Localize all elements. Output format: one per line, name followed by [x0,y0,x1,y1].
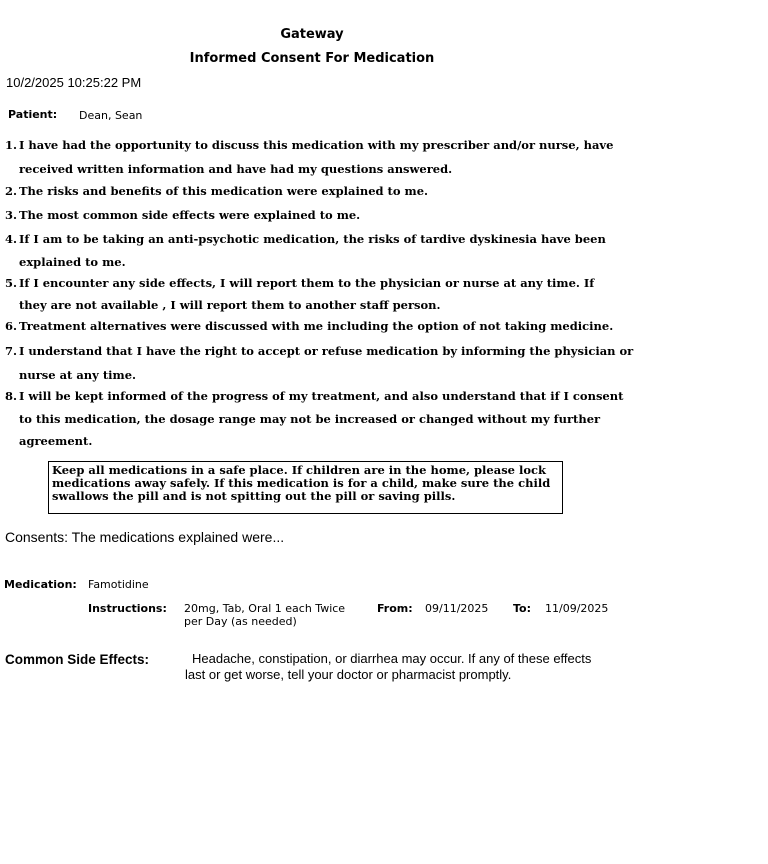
consent-item-3-number: 3. [5,208,18,222]
consent-item-7-number: 7. [5,344,18,358]
consent-item-2-number: 2. [5,184,18,198]
consent-item-6-number: 6. [5,319,18,333]
form-title: Informed Consent For Medication [189,51,435,66]
patient-name: Dean, Sean [79,109,143,122]
medication-label: Medication: [4,578,77,591]
safety-notice-line-3: swallows the pill and is not spitting out the pill or saving pills. [52,489,456,503]
safety-notice-box [48,461,563,514]
consent-item-1-line-2: received written information and have had my questions answered. [19,162,453,176]
consent-item-8-line-1: I will be kept informed of the progress of my treatment, and also understand that if I consent [19,389,624,403]
consent-item-1-number: 1. [5,138,18,152]
org-name: Gateway [280,27,344,42]
side-effects-label: Common Side Effects: [5,652,150,667]
instructions-label: Instructions: [88,602,167,615]
from-label: From: [377,602,413,615]
timestamp: 10/2/2025 10:25:22 PM [6,75,142,90]
consent-item-2-line-1: The risks and benefits of this medication were explained to me. [19,184,429,198]
consents-text: Consents: The medications explained were... [5,529,285,545]
consent-item-1-line-1: I have had the opportunity to discuss this medication with my prescriber and/or nurse, have [19,138,614,152]
to-label: To: [513,602,531,615]
consent-item-8-number: 8. [5,389,18,403]
instructions-line-1: 20mg, Tab, Oral 1 each Twice [184,602,346,615]
consent-item-4-line-1: If I am to be taking an anti-psychotic medication, the risks of tardive dyskinesia have been [19,232,606,246]
instructions-line-2: per Day (as needed) [184,615,297,628]
consent-item-8-line-2: to this medication, the dosage range may not be increased or changed without my further [19,412,601,426]
side-effects-line-2: last or get worse, tell your doctor or pharmacist promptly. [185,667,512,682]
safety-notice-line-1: Keep all medications in a safe place. If children are in the home, please lock [52,463,546,477]
consent-item-4-line-2: explained to me. [19,255,126,269]
consent-item-5-line-2: they are not available , I will report them to another staff person. [19,298,441,312]
consent-item-3-line-1: The most common side effects were explained to me. [19,208,361,222]
consent-item-7-line-2: nurse at any time. [19,368,137,382]
consent-item-8-line-3: agreement. [19,434,93,448]
from-date: 09/11/2025 [425,602,489,615]
consent-item-7-line-1: I understand that I have the right to accept or refuse medication by informing the physician or [19,344,634,358]
medication-name: Famotidine [88,578,149,591]
consent-item-6-line-1: Treatment alternatives were discussed with me including the option of not taking medicine. [19,319,614,333]
consent-item-5-number: 5. [5,276,18,290]
side-effects-line-1: Headache, constipation, or diarrhea may occur. If any of these effects [192,651,592,666]
patient-label: Patient: [8,108,58,121]
consent-item-5-line-1: If I encounter any side effects, I will report them to the physician or nurse at any time. If [19,276,595,290]
safety-notice-line-2: medications away safely. If this medication is for a child, make sure the child [52,476,551,490]
to-date: 11/09/2025 [545,602,609,615]
consent-item-4-number: 4. [5,232,18,246]
